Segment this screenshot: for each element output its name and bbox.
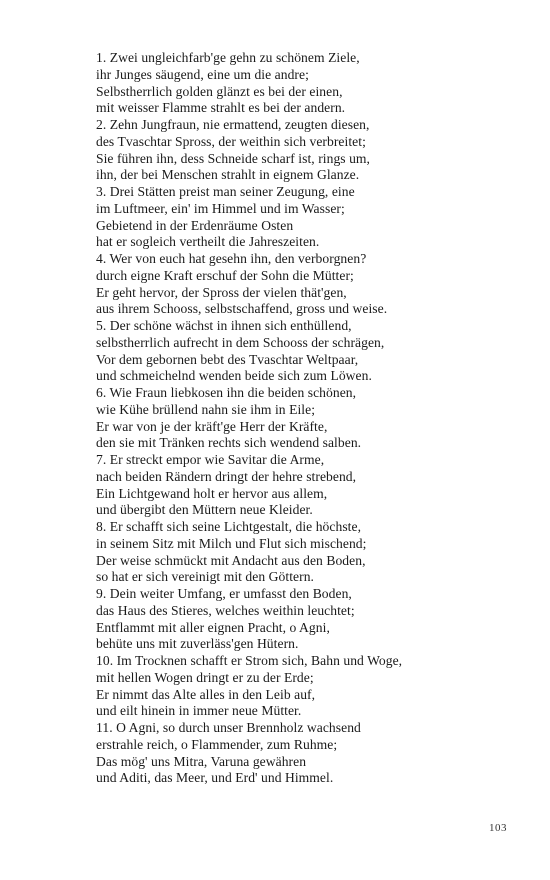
- poem-line: den sie mit Tränken rechts sich wendend salben.: [96, 435, 362, 451]
- poem-line: Entflammt mit aller eignen Pracht, o Agni,: [96, 619, 330, 635]
- poem-line: 4. Wer von euch hat gesehn ihn, den verborgnen?: [96, 251, 367, 266]
- poem-line: erstrahle reich, o Flammender, zum Ruhme;: [96, 736, 338, 752]
- poem-line: hat er sogleich vertheilt die Jahreszeiten.: [96, 234, 320, 250]
- poem-line: aus ihrem Schooss, selbstschaffend, gross und weise.: [96, 301, 388, 317]
- poem-line: selbstherrlich aufrecht in dem Schooss der schrägen,: [96, 334, 385, 350]
- poem-line: in seinem Sitz mit Milch und Flut sich mischend;: [96, 535, 367, 551]
- poem-line: mit weisser Flamme strahlt es bei der andern.: [96, 100, 346, 116]
- poem-line: Ein Lichtgewand holt er hervor aus allem,: [96, 485, 328, 501]
- poem-line: das Haus des Stieres, welches weithin leuchtet;: [96, 602, 355, 618]
- poem-line: 1. Zwei ungleichfarb'ge gehn zu schönem Ziele,: [96, 50, 360, 65]
- poem-line: 5. Der schöne wächst in ihnen sich enthüllend,: [96, 318, 352, 333]
- poem-line: so hat er sich vereinigt mit den Göttern.: [96, 569, 314, 585]
- poem-line: ihn, der bei Menschen strahlt in eignem Glanze.: [96, 167, 360, 183]
- poem-line: nach beiden Rändern dringt der hehre strebend,: [96, 468, 357, 484]
- poem-line: Gebietend in der Erdenräume Osten: [96, 217, 294, 233]
- poem-line: 11. O Agni, so durch unser Brennholz wachsend: [96, 720, 361, 735]
- poem-line: Er war von je der kräft'ge Herr der Kräfte,: [96, 418, 328, 434]
- poem-text: [96, 50, 516, 787]
- poem-line: und eilt hinein in immer neue Mütter.: [96, 703, 302, 719]
- poem-line: 7. Er streckt empor wie Savitar die Arme,: [96, 452, 325, 467]
- poem-line: 3. Drei Stätten preist man seiner Zeugung, eine: [96, 184, 355, 199]
- poem-line: Er nimmt das Alte alles in den Leib auf,: [96, 686, 316, 702]
- poem-line: und Aditi, das Meer, und Erd' und Himmel.: [96, 770, 334, 786]
- poem-line: im Luftmeer, ein' im Himmel und im Wasser;: [96, 200, 345, 216]
- poem-line: 10. Im Trocknen schafft er Strom sich, Bahn und Woge,: [96, 653, 403, 668]
- poem-line: und übergibt den Müttern neue Kleider.: [96, 502, 313, 518]
- poem-line: 8. Er schafft sich seine Lichtgestalt, die höchste,: [96, 519, 362, 534]
- poem-line: durch eigne Kraft erschuf der Sohn die Mütter;: [96, 267, 354, 283]
- poem-line: mit hellen Wogen dringt er zu der Erde;: [96, 669, 314, 685]
- poem-line: 2. Zehn Jungfraun, nie ermattend, zeugten diesen,: [96, 117, 370, 132]
- poem-line: Das mög' uns Mitra, Varuna gewähren: [96, 753, 307, 769]
- poem-line: wie Kühe brüllend nahn sie ihm in Eile;: [96, 401, 316, 417]
- poem-line: Selbstherrlich golden glänzt es bei der einen,: [96, 83, 343, 99]
- poem-line: des Tvaschtar Spross, der weithin sich verbreitet;: [96, 133, 366, 149]
- poem-line: Vor dem gebornen bebt des Tvaschtar Weltpaar,: [96, 351, 359, 367]
- poem-line: Er geht hervor, der Spross der vielen thät'gen,: [96, 284, 347, 300]
- poem-line: behüte uns mit zuverläss'gen Hütern.: [96, 636, 299, 652]
- page-number: 103: [489, 822, 507, 834]
- poem-line: 9. Dein weiter Umfang, er umfasst den Boden,: [96, 586, 352, 601]
- poem-line: und schmeichelnd wenden beide sich zum Löwen.: [96, 368, 372, 384]
- poem-line: 6. Wie Fraun liebkosen ihn die beiden schönen,: [96, 385, 357, 400]
- poem-line: ihr Junges säugend, eine um die andre;: [96, 66, 309, 82]
- poem-line: Der weise schmückt mit Andacht aus den Boden,: [96, 552, 366, 568]
- poem-line: Sie führen ihn, dess Schneide scharf ist, rings um,: [96, 150, 370, 166]
